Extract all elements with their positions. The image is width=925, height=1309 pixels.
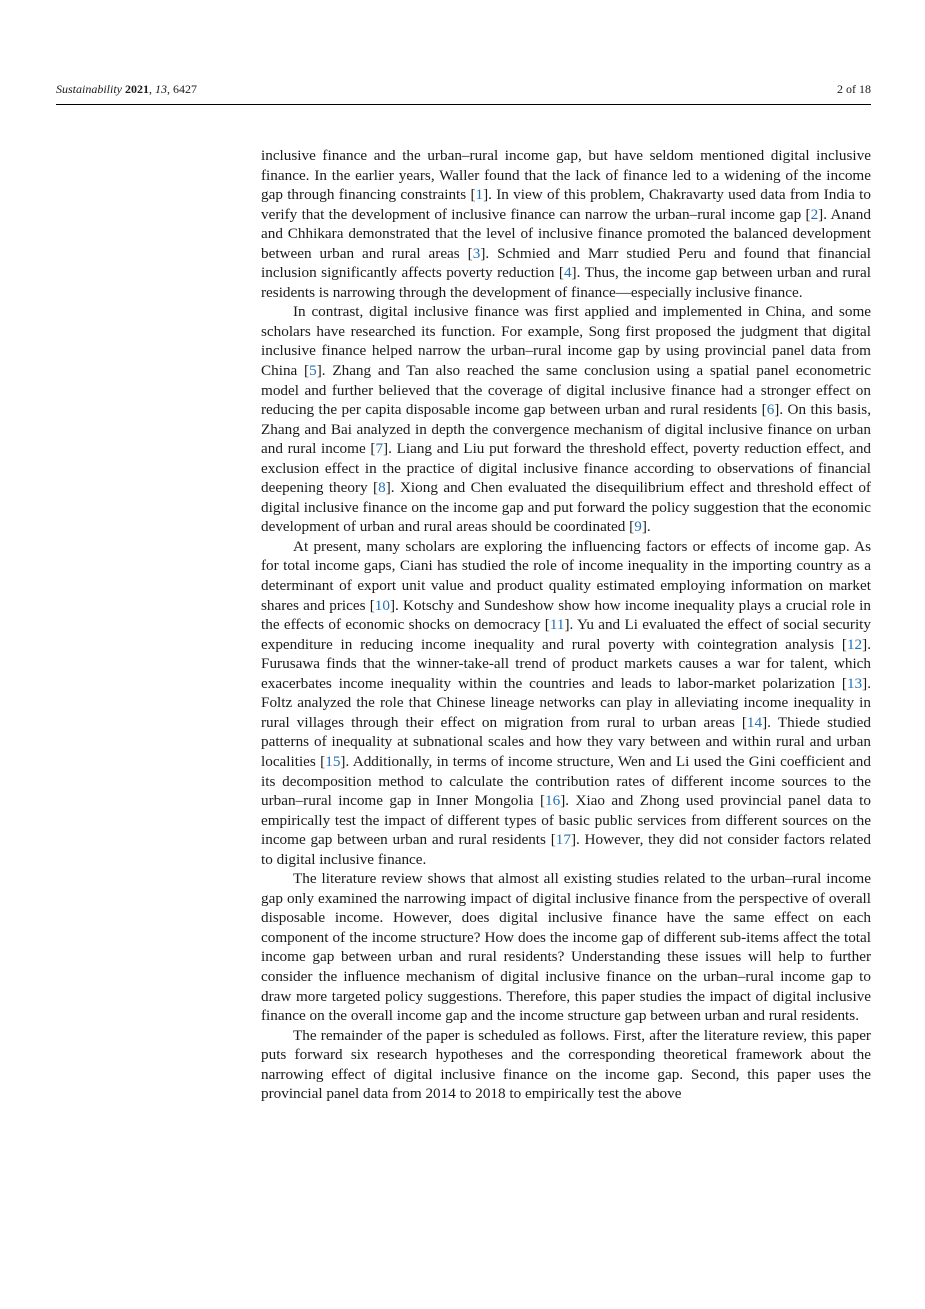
citation-link[interactable]: 15 — [325, 752, 341, 770]
paragraph-text: ]. Yu and Li evaluated the effect of social security expenditure in reducing income inequality and rural poverty with cointegration analysis [ — [261, 616, 871, 653]
paragraph-text: ]. Xiong and Chen evaluated the disequilibrium effect and threshold effect of digital inclusive finance on the income gap and put forward the policy suggestion that the economic development of urban and rural areas should be coordinated [ — [261, 479, 871, 536]
citation-link[interactable]: 12 — [846, 635, 863, 653]
citation-link[interactable]: 14 — [746, 713, 763, 731]
paragraph-text: ]. — [641, 518, 651, 536]
article-number: 6427 — [173, 82, 197, 96]
citation-link[interactable]: 7 — [375, 440, 384, 458]
paragraph-text: ]. Liang and Liu put forward the threshold effect, poverty reduction effect, and exclusion effect in the practice of digital inclusive finance according to observations of financial deepening theory [ — [261, 440, 872, 497]
header-rule — [56, 104, 871, 105]
paragraph-text: ]. Kotschy and Sundeshow show how income inequality plays a crucial role in the effects of economic shocks on democracy [ — [261, 596, 871, 634]
volume-number: 13 — [155, 82, 167, 96]
article-body — [261, 146, 871, 1104]
citation-link[interactable]: 2 — [810, 205, 819, 223]
citation-link[interactable]: 11 — [549, 616, 565, 634]
paragraph-text: ]. Thus, the income gap between urban and rural residents is narrowing through the development of finance—especially inclusive finance. — [261, 264, 871, 301]
paragraph-text: ]. Thiede studied patterns of inequality at subnational scales and how they vary between and within rural and urban localities [ — [261, 713, 871, 770]
body-paragraph — [261, 146, 871, 302]
paragraph-text: ]. Schmied and Marr studied Peru and found that financial inclusion significantly affects poverty reduction [ — [261, 244, 872, 282]
body-paragraph — [261, 1026, 871, 1104]
paragraph-text: inclusive finance and the urban–rural income gap, but have seldom mentioned digital inclusive finance. In the earlier years, Waller found that the lack of finance led to a widening of the income gap through financing constraints [ — [261, 147, 871, 204]
citation-link[interactable]: 10 — [374, 596, 390, 614]
paragraph-text: ]. Zhang and Tan also reached the same conclusion using a spatial panel econometric model and further believed that the coverage of digital inclusive finance had a stronger effect on reducing the per capita disposable income gap between urban and rural residents [ — [261, 362, 871, 419]
running-header: Sustainability 2021, 13, 6427 2 of 18 — [56, 82, 871, 96]
citation-link[interactable]: 3 — [472, 244, 481, 262]
paragraph-text: ]. On this basis, Zhang and Bai analyzed in depth the convergence mechanism of digital inclusive finance on urban and rural income [ — [261, 401, 872, 458]
page-number: 2 of 18 — [837, 82, 871, 96]
paragraph-text: ]. Foltz analyzed the role that Chinese lineage networks can play in alleviating income inequality in rural villages through their effect on migration from rural to urban areas [ — [261, 674, 871, 731]
paragraph-text: ]. Furusawa finds that the winner-take-all trend of product markets causes a war for talent, which exacerbates income inequality within the countries and leads to labor-market polarization [ — [261, 635, 871, 692]
paragraph-text: The literature review shows that almost all existing studies related to the urban–rural income gap only examined the narrowing impact of digital inclusive finance from the perspective of overall disposable income. However, does digital inclusive finance have the same effect on each component of the income structure? How does the income gap of different sub-items affect the total income gap between urban and rural residents? Understanding these issues will help to further consider the influence mechanism of digital inclusive finance on the urban–rural income gap to draw more targeted policy suggestions. Therefore, this paper studies the impact of digital inclusive finance on the overall income gap and the income structure gap between urban and rural residents. — [261, 870, 871, 1025]
citation-link[interactable]: 17 — [555, 831, 571, 849]
citation-link[interactable]: 9 — [634, 518, 642, 536]
citation-link[interactable]: 4 — [563, 264, 572, 282]
citation-link[interactable]: 1 — [475, 186, 484, 204]
publication-year: 2021 — [125, 82, 149, 96]
paragraph-text: ]. In view of this problem, Chakravarty used data from India to verify that the development of inclusive finance can narrow the urban–rural income gap [ — [261, 186, 871, 223]
paragraph-text: ]. Anand and Chhikara demonstrated that the level of inclusive finance promoted the balanced development between urban and rural areas [ — [261, 205, 871, 262]
citation-link[interactable]: 6 — [766, 401, 775, 419]
body-paragraph — [261, 302, 871, 537]
paragraph-text: ]. However, they did not consider factors related to digital inclusive finance. — [261, 831, 871, 868]
body-paragraph — [261, 537, 871, 869]
paragraph-text: At present, many scholars are exploring the influencing factors or effects of income gap. As for total income gaps, Ciani has studied the role of income inequality in the importing country as a determinant of export unit value and product quality estimated employing information on market shares and prices [ — [261, 537, 871, 614]
paragraph-text: ]. Additionally, in terms of income structure, Wen and Li used the Gini coefficient and its decomposition method to calculate the contribution rates of different income sources to the urban–rural income gap in Inner Mongolia [ — [261, 752, 871, 810]
paragraph-text: ]. Xiao and Zhong used provincial panel data to empirically test the impact of different types of basic public services from different sources on the income gap between urban and rural residents [ — [261, 792, 871, 849]
body-paragraph — [261, 869, 871, 1025]
citation-link[interactable]: 8 — [378, 479, 386, 497]
citation-link[interactable]: 5 — [309, 362, 317, 380]
citation-link[interactable]: 16 — [545, 792, 561, 810]
journal-name: Sustainability — [56, 82, 122, 96]
paragraph-text: In contrast, digital inclusive finance was first applied and implemented in China, and some scholars have researched its function. For example, Song first proposed the judgment that digital inclusive finance helped narrow the urban–rural income gap by using provincial panel data from China [ — [261, 303, 871, 380]
citation-link[interactable]: 13 — [846, 674, 863, 692]
paragraph-text: The remainder of the paper is scheduled as follows. First, after the literature review, this paper puts forward six research hypotheses and the corresponding theoretical framework about the narrowing effect of digital inclusive finance on the income gap. Second, this paper uses the provincial panel data from 2014 to 2018 to empirically test the above — [261, 1026, 871, 1103]
